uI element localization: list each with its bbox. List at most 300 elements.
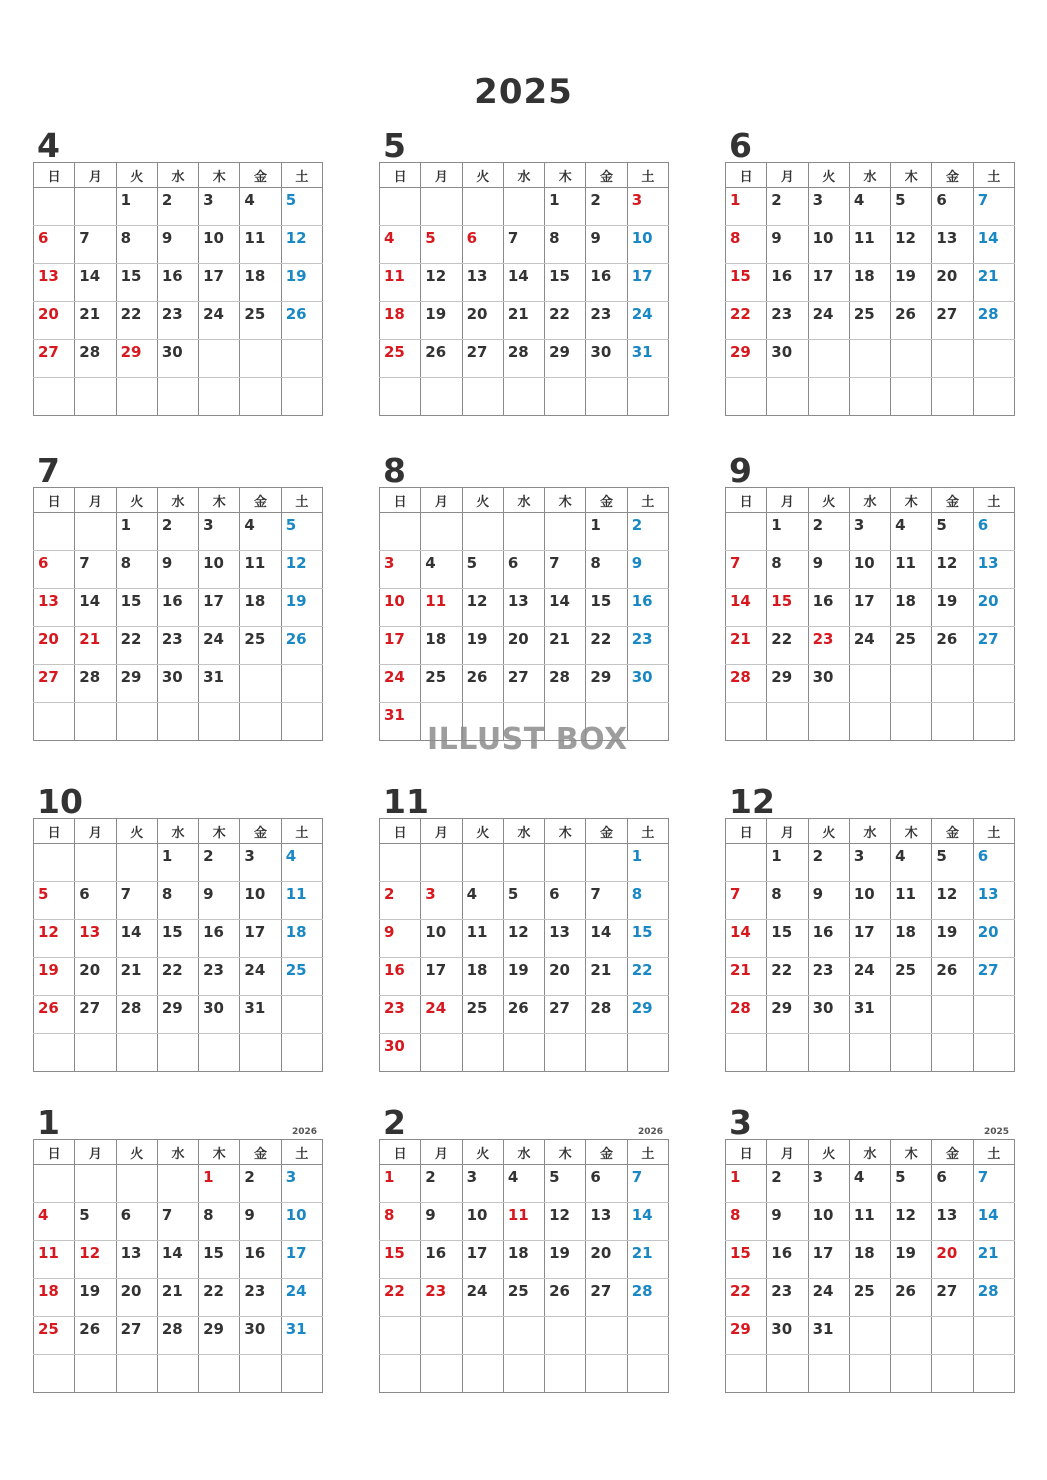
weekday-header-row: [380, 819, 669, 844]
day-cell: 4: [849, 1165, 890, 1203]
month-calendar: [725, 1101, 1015, 1393]
weekday-label: 火: [116, 819, 157, 844]
day-cell: 26: [281, 627, 322, 665]
day-cell: 13: [503, 589, 544, 627]
day-cell: [380, 844, 421, 882]
day-cell: [75, 378, 116, 416]
day-cell: 16: [586, 264, 627, 302]
weekday-label: 水: [849, 488, 890, 513]
day-cell: 25: [380, 340, 421, 378]
day-cell: 19: [891, 264, 932, 302]
month-header: [379, 449, 669, 490]
week-row: [726, 703, 1015, 741]
day-cell: [240, 665, 281, 703]
day-cell: 26: [34, 996, 75, 1034]
day-cell: 14: [503, 264, 544, 302]
day-cell: 17: [380, 627, 421, 665]
day-cell: 21: [116, 958, 157, 996]
day-cell: 31: [240, 996, 281, 1034]
weekday-label: 木: [199, 819, 240, 844]
day-cell: 16: [627, 589, 668, 627]
day-cell: 8: [767, 551, 808, 589]
day-cell: 30: [586, 340, 627, 378]
day-cell: 10: [281, 1203, 322, 1241]
day-cell: 17: [627, 264, 668, 302]
day-cell: 20: [973, 589, 1014, 627]
day-cell: 15: [116, 264, 157, 302]
week-row: [34, 551, 323, 589]
day-cell: [34, 844, 75, 882]
day-cell: 28: [545, 665, 586, 703]
weekday-label: 月: [75, 488, 116, 513]
day-cell: 19: [421, 302, 462, 340]
day-cell: 19: [503, 958, 544, 996]
weekday-label: 日: [726, 488, 767, 513]
month-calendar: [33, 1101, 323, 1393]
day-cell: 18: [34, 1279, 75, 1317]
month-number: 10: [37, 782, 83, 821]
week-row: [34, 882, 323, 920]
day-cell: [586, 378, 627, 416]
day-cell: 29: [726, 1317, 767, 1355]
day-cell: 15: [726, 1241, 767, 1279]
weekday-label: 金: [240, 819, 281, 844]
week-row: [726, 996, 1015, 1034]
day-cell: 4: [380, 226, 421, 264]
week-row: [34, 1355, 323, 1393]
weekday-label: 月: [421, 819, 462, 844]
day-cell: [932, 1034, 973, 1072]
day-cell: 14: [116, 920, 157, 958]
day-cell: [767, 378, 808, 416]
day-cell: 25: [849, 302, 890, 340]
week-row: [380, 1279, 669, 1317]
day-cell: 7: [586, 882, 627, 920]
day-cell: 10: [421, 920, 462, 958]
weekday-label: 土: [973, 1140, 1014, 1165]
day-cell: 30: [808, 996, 849, 1034]
week-row: [34, 996, 323, 1034]
month-calendar: [33, 449, 323, 741]
day-cell: 16: [157, 264, 198, 302]
day-cell: [849, 665, 890, 703]
day-cell: 14: [726, 920, 767, 958]
day-cell: 6: [462, 226, 503, 264]
weekday-label: 火: [116, 488, 157, 513]
day-cell: 3: [281, 1165, 322, 1203]
day-cell: [116, 1355, 157, 1393]
day-cell: 15: [767, 920, 808, 958]
day-cell: [421, 188, 462, 226]
day-cell: [545, 1034, 586, 1072]
day-cell: 21: [586, 958, 627, 996]
day-cell: [157, 1355, 198, 1393]
day-cell: 24: [849, 958, 890, 996]
month-table: [379, 1139, 669, 1393]
week-row: [380, 340, 669, 378]
weekday-header-row: [34, 819, 323, 844]
day-cell: [503, 378, 544, 416]
week-row: [34, 958, 323, 996]
day-cell: [973, 1034, 1014, 1072]
day-cell: [34, 1355, 75, 1393]
day-cell: 12: [75, 1241, 116, 1279]
month-number: 6: [729, 126, 752, 165]
day-cell: 20: [462, 302, 503, 340]
day-cell: [34, 1165, 75, 1203]
day-cell: 4: [281, 844, 322, 882]
weekday-label: 火: [462, 488, 503, 513]
weekday-label: 木: [891, 163, 932, 188]
day-cell: 1: [380, 1165, 421, 1203]
day-cell: 20: [932, 264, 973, 302]
day-cell: [462, 188, 503, 226]
day-cell: 13: [462, 264, 503, 302]
day-cell: 26: [545, 1279, 586, 1317]
weekday-label: 火: [462, 819, 503, 844]
day-cell: 27: [462, 340, 503, 378]
day-cell: 21: [75, 627, 116, 665]
month-table: [33, 1139, 323, 1393]
weekday-label: 木: [545, 1140, 586, 1165]
week-row: [726, 627, 1015, 665]
day-cell: [973, 996, 1014, 1034]
day-cell: 12: [462, 589, 503, 627]
day-cell: 16: [767, 264, 808, 302]
day-cell: 16: [808, 920, 849, 958]
day-cell: 30: [240, 1317, 281, 1355]
day-cell: [545, 1317, 586, 1355]
day-cell: 27: [973, 958, 1014, 996]
day-cell: [627, 1317, 668, 1355]
day-cell: 21: [75, 302, 116, 340]
day-cell: 25: [462, 996, 503, 1034]
day-cell: 16: [421, 1241, 462, 1279]
weekday-label: 土: [973, 819, 1014, 844]
week-row: [726, 589, 1015, 627]
day-cell: 8: [726, 226, 767, 264]
day-cell: 7: [973, 1165, 1014, 1203]
weekday-label: 月: [767, 819, 808, 844]
day-cell: 11: [421, 589, 462, 627]
day-cell: 15: [380, 1241, 421, 1279]
day-cell: 24: [808, 1279, 849, 1317]
day-cell: 14: [973, 1203, 1014, 1241]
week-row: [380, 1241, 669, 1279]
weekday-label: 金: [932, 488, 973, 513]
day-cell: 6: [34, 226, 75, 264]
day-cell: 30: [157, 665, 198, 703]
day-cell: 27: [932, 302, 973, 340]
day-cell: 4: [849, 188, 890, 226]
day-cell: 18: [891, 589, 932, 627]
month-header: [725, 780, 1015, 821]
day-cell: 19: [462, 627, 503, 665]
weekday-label: 土: [281, 819, 322, 844]
weekday-header-row: [34, 1140, 323, 1165]
day-cell: 17: [808, 1241, 849, 1279]
weekday-label: 日: [380, 1140, 421, 1165]
day-cell: 4: [240, 513, 281, 551]
day-cell: 5: [891, 1165, 932, 1203]
day-cell: 7: [503, 226, 544, 264]
day-cell: 7: [116, 882, 157, 920]
week-row: [726, 378, 1015, 416]
day-cell: [281, 1355, 322, 1393]
day-cell: [891, 1317, 932, 1355]
month-number: 7: [37, 451, 60, 490]
day-cell: 24: [849, 627, 890, 665]
week-row: [380, 188, 669, 226]
day-cell: 28: [627, 1279, 668, 1317]
day-cell: 1: [116, 188, 157, 226]
weekday-label: 月: [767, 163, 808, 188]
day-cell: 25: [240, 302, 281, 340]
weekday-label: 日: [34, 1140, 75, 1165]
day-cell: 13: [545, 920, 586, 958]
day-cell: [849, 1317, 890, 1355]
day-cell: 12: [281, 226, 322, 264]
day-cell: 5: [75, 1203, 116, 1241]
month-table: [379, 162, 669, 416]
day-cell: 22: [767, 958, 808, 996]
weekday-label: 金: [586, 1140, 627, 1165]
day-cell: [808, 378, 849, 416]
weekday-label: 日: [726, 163, 767, 188]
month-number: 2: [383, 1103, 406, 1142]
month-table: [725, 818, 1015, 1072]
day-cell: [586, 1355, 627, 1393]
day-cell: [767, 1355, 808, 1393]
day-cell: 6: [932, 188, 973, 226]
day-cell: 24: [808, 302, 849, 340]
day-cell: 19: [932, 589, 973, 627]
day-cell: 15: [586, 589, 627, 627]
day-cell: 18: [503, 1241, 544, 1279]
day-cell: [75, 188, 116, 226]
weekday-label: 水: [503, 488, 544, 513]
day-cell: 2: [380, 882, 421, 920]
weekday-label: 月: [421, 488, 462, 513]
weekday-label: 木: [545, 488, 586, 513]
weekday-label: 水: [503, 163, 544, 188]
day-cell: 1: [116, 513, 157, 551]
day-cell: 6: [503, 551, 544, 589]
day-cell: 27: [503, 665, 544, 703]
week-row: [726, 1355, 1015, 1393]
day-cell: 25: [240, 627, 281, 665]
day-cell: [240, 1034, 281, 1072]
weekday-label: 日: [380, 488, 421, 513]
week-row: [726, 882, 1015, 920]
day-cell: 8: [199, 1203, 240, 1241]
month-year-note: 2026: [637, 1127, 663, 1137]
day-cell: 27: [34, 340, 75, 378]
weekday-label: 金: [586, 163, 627, 188]
day-cell: [891, 340, 932, 378]
day-cell: 22: [726, 1279, 767, 1317]
day-cell: [932, 703, 973, 741]
week-row: [34, 1034, 323, 1072]
week-row: [726, 1203, 1015, 1241]
month-calendar: [379, 124, 669, 416]
week-row: [380, 996, 669, 1034]
day-cell: 22: [586, 627, 627, 665]
day-cell: [545, 513, 586, 551]
day-cell: 13: [34, 589, 75, 627]
day-cell: [932, 996, 973, 1034]
day-cell: 10: [627, 226, 668, 264]
day-cell: [157, 378, 198, 416]
day-cell: 3: [849, 844, 890, 882]
day-cell: 11: [281, 882, 322, 920]
week-row: [726, 188, 1015, 226]
month-calendar: [725, 780, 1015, 1072]
day-cell: 12: [545, 1203, 586, 1241]
day-cell: 8: [545, 226, 586, 264]
day-cell: [545, 378, 586, 416]
day-cell: 24: [240, 958, 281, 996]
day-cell: 15: [726, 264, 767, 302]
day-cell: 11: [849, 226, 890, 264]
day-cell: [281, 378, 322, 416]
month-table: [725, 1139, 1015, 1393]
day-cell: [891, 1355, 932, 1393]
day-cell: 22: [116, 302, 157, 340]
day-cell: [157, 1165, 198, 1203]
day-cell: [75, 513, 116, 551]
month-table: [33, 487, 323, 741]
day-cell: 1: [726, 1165, 767, 1203]
day-cell: 1: [586, 513, 627, 551]
day-cell: 20: [503, 627, 544, 665]
day-cell: 18: [240, 264, 281, 302]
day-cell: 24: [199, 302, 240, 340]
day-cell: [116, 1165, 157, 1203]
day-cell: 28: [726, 665, 767, 703]
day-cell: [116, 844, 157, 882]
day-cell: [891, 996, 932, 1034]
month-header: [33, 124, 323, 165]
day-cell: 1: [545, 188, 586, 226]
day-cell: 21: [545, 627, 586, 665]
day-cell: [932, 378, 973, 416]
day-cell: 3: [199, 513, 240, 551]
day-cell: 28: [503, 340, 544, 378]
weekday-label: 土: [973, 163, 1014, 188]
day-cell: [240, 340, 281, 378]
weekday-label: 水: [503, 819, 544, 844]
day-cell: 11: [240, 226, 281, 264]
day-cell: [199, 1355, 240, 1393]
day-cell: 11: [462, 920, 503, 958]
day-cell: 17: [421, 958, 462, 996]
day-cell: 17: [849, 920, 890, 958]
day-cell: 1: [199, 1165, 240, 1203]
day-cell: 26: [75, 1317, 116, 1355]
week-row: [726, 958, 1015, 996]
weekday-label: 金: [932, 163, 973, 188]
week-row: [380, 1203, 669, 1241]
weekday-label: 水: [157, 819, 198, 844]
day-cell: 30: [627, 665, 668, 703]
month-number: 11: [383, 782, 429, 821]
week-row: [726, 551, 1015, 589]
day-cell: 22: [627, 958, 668, 996]
day-cell: 8: [380, 1203, 421, 1241]
weekday-label: 火: [808, 163, 849, 188]
weekday-label: 木: [545, 819, 586, 844]
weekday-label: 土: [627, 1140, 668, 1165]
day-cell: 9: [808, 882, 849, 920]
day-cell: 11: [891, 882, 932, 920]
weekday-label: 月: [421, 163, 462, 188]
weekday-header-row: [380, 163, 669, 188]
day-cell: 21: [726, 627, 767, 665]
week-row: [380, 551, 669, 589]
day-cell: [973, 703, 1014, 741]
day-cell: 27: [34, 665, 75, 703]
weekday-label: 日: [380, 163, 421, 188]
day-cell: 8: [157, 882, 198, 920]
day-cell: 5: [545, 1165, 586, 1203]
day-cell: [75, 703, 116, 741]
day-cell: 31: [627, 340, 668, 378]
month-number: 12: [729, 782, 775, 821]
day-cell: [75, 1165, 116, 1203]
day-cell: [75, 844, 116, 882]
day-cell: 15: [157, 920, 198, 958]
day-cell: 9: [808, 551, 849, 589]
day-cell: [75, 1355, 116, 1393]
day-cell: 13: [973, 551, 1014, 589]
day-cell: [503, 844, 544, 882]
day-cell: 3: [627, 188, 668, 226]
weekday-label: 土: [281, 163, 322, 188]
weekday-label: 金: [932, 819, 973, 844]
day-cell: 1: [627, 844, 668, 882]
day-cell: 13: [75, 920, 116, 958]
day-cell: 8: [116, 226, 157, 264]
day-cell: [586, 1034, 627, 1072]
weekday-label: 土: [627, 488, 668, 513]
day-cell: 10: [808, 1203, 849, 1241]
day-cell: 11: [34, 1241, 75, 1279]
week-row: [726, 844, 1015, 882]
day-cell: 8: [586, 551, 627, 589]
day-cell: 29: [116, 665, 157, 703]
month-calendar: [33, 124, 323, 416]
week-row: [380, 378, 669, 416]
day-cell: 6: [586, 1165, 627, 1203]
day-cell: [34, 513, 75, 551]
week-row: [726, 513, 1015, 551]
day-cell: 6: [973, 513, 1014, 551]
day-cell: 28: [973, 1279, 1014, 1317]
day-cell: [808, 1034, 849, 1072]
day-cell: 7: [75, 551, 116, 589]
day-cell: 1: [726, 188, 767, 226]
day-cell: 23: [240, 1279, 281, 1317]
day-cell: 26: [891, 1279, 932, 1317]
day-cell: [281, 1034, 322, 1072]
day-cell: 4: [34, 1203, 75, 1241]
day-cell: 6: [116, 1203, 157, 1241]
day-cell: 24: [421, 996, 462, 1034]
day-cell: 16: [199, 920, 240, 958]
weekday-label: 月: [75, 819, 116, 844]
day-cell: 19: [281, 264, 322, 302]
